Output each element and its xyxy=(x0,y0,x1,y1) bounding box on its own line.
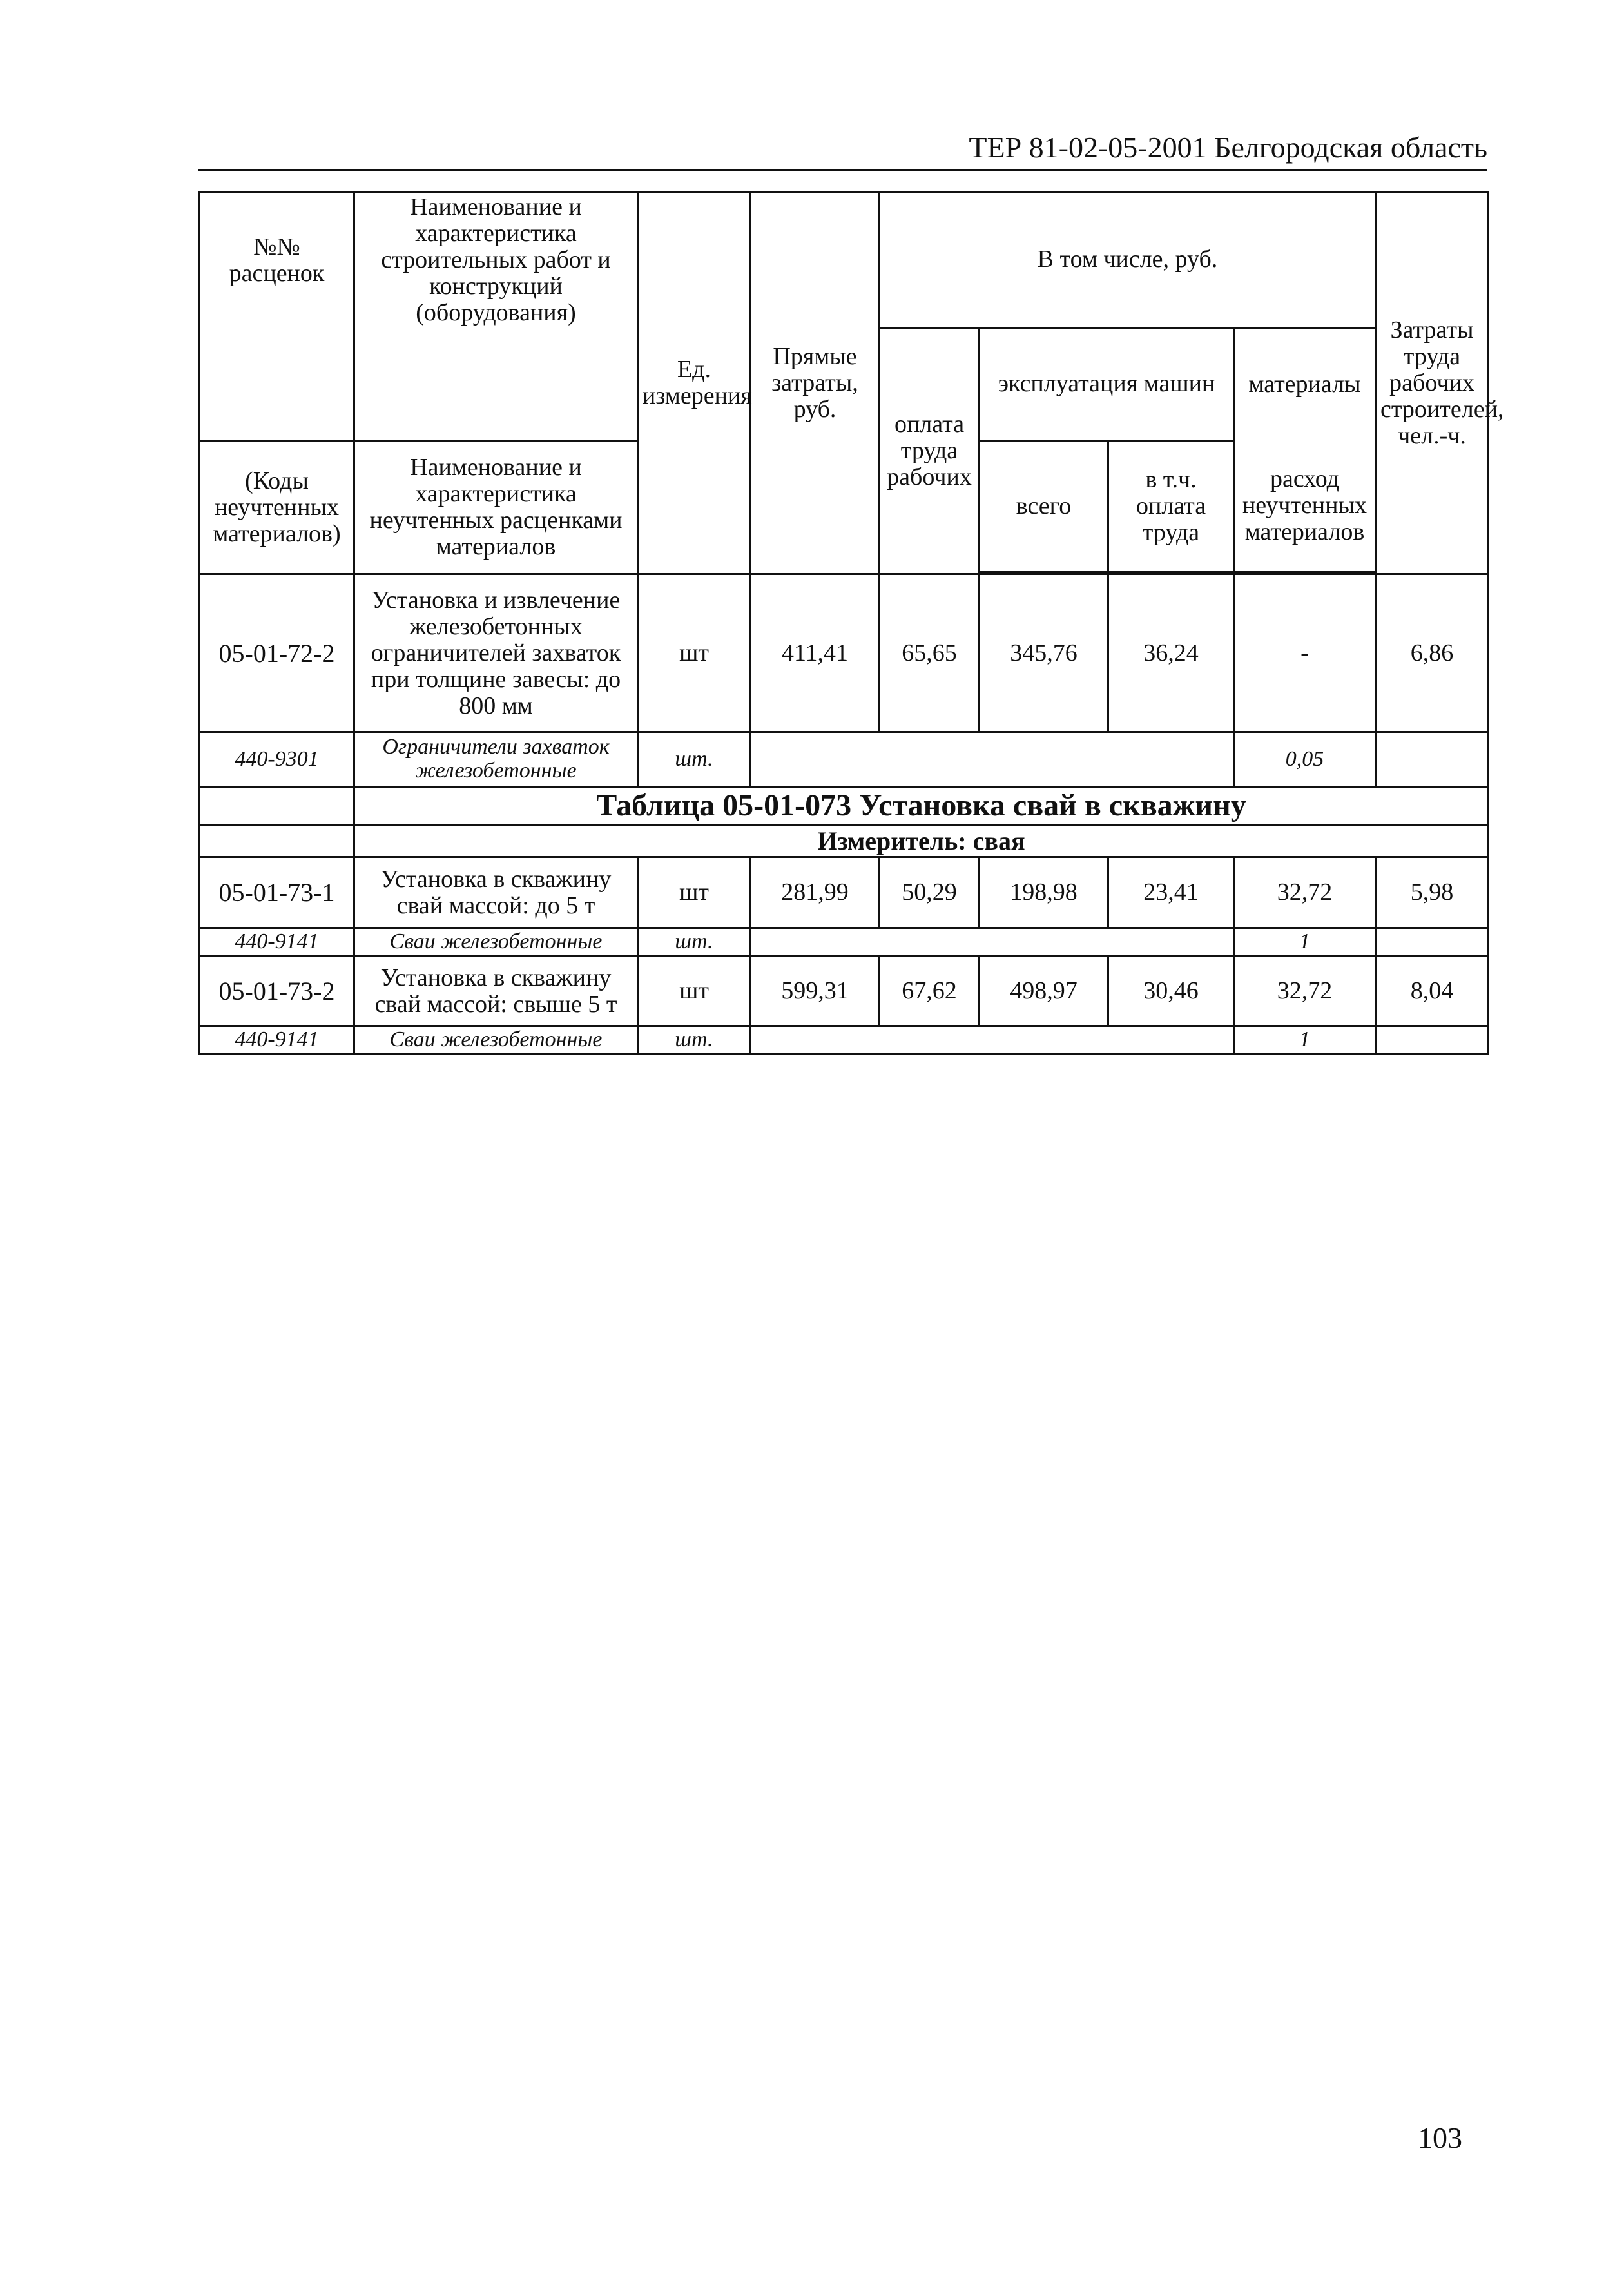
rate-code: 05-01-72-2 xyxy=(200,574,354,732)
running-header: ТЕР 81-02-05-2001 Белгородская область xyxy=(198,126,1487,171)
header-unit: Ед. измерения xyxy=(638,192,751,574)
rate-wages: 50,29 xyxy=(880,857,980,928)
rate-machines: 345,76 xyxy=(980,574,1108,732)
rate-labor: 6,86 xyxy=(1376,574,1489,732)
header-direct: Прямые затраты, руб. xyxy=(751,192,880,574)
header-consumption: расход неучтенных материалов xyxy=(1234,441,1376,572)
rate-code: 05-01-73-2 xyxy=(200,957,354,1026)
rate-machines: 198,98 xyxy=(980,857,1108,928)
header-incl: В том числе, руб. xyxy=(880,192,1376,328)
table-row xyxy=(200,857,1489,928)
section-title: Таблица 05-01-073 Установка свай в скважину xyxy=(354,787,1489,825)
rate-unit: шт xyxy=(638,857,751,928)
material-qty: 0,05 xyxy=(1234,732,1376,787)
rate-name: Установка и извлечение железобетонных ограничителей захваток при толщине завесы: до 800 мм xyxy=(354,574,638,732)
header-name: Наименование и характеристика строительных работ и конструкций (оборудования) xyxy=(354,192,638,328)
material-row xyxy=(200,732,1489,787)
header-machines: эксплуатация машин xyxy=(980,327,1234,441)
rate-direct: 411,41 xyxy=(751,574,880,732)
section-meter-row xyxy=(200,824,1489,857)
rate-wages: 65,65 xyxy=(880,574,980,732)
header-materials: материалы xyxy=(1234,327,1376,441)
header-code: №№ расценок xyxy=(200,192,354,328)
rate-materials: 32,72 xyxy=(1234,857,1376,928)
page-number: 103 xyxy=(1418,2121,1462,2154)
rate-materials: - xyxy=(1234,574,1376,732)
material-row xyxy=(200,1026,1489,1055)
section-meter: Измеритель: свая xyxy=(354,824,1489,857)
header-code-unaccounted: (Коды неучтенных материалов) xyxy=(200,441,354,574)
rate-labor: 8,04 xyxy=(1376,957,1489,1026)
material-code: 440-9141 xyxy=(200,928,354,957)
material-qty: 1 xyxy=(1234,1026,1376,1055)
rate-code: 05-01-73-1 xyxy=(200,857,354,928)
rate-machine-wages: 30,46 xyxy=(1108,957,1234,1026)
rate-labor: 5,98 xyxy=(1376,857,1489,928)
header-machines-wages: в т.ч. оплата труда xyxy=(1108,441,1234,572)
material-name: Сваи железобетонные xyxy=(354,928,638,957)
header-name-unaccounted: Наименование и характеристика неучтенных расценками материалов xyxy=(354,441,638,574)
header-wages: оплата труда рабочих xyxy=(880,327,980,574)
rate-direct: 599,31 xyxy=(751,957,880,1026)
rate-materials: 32,72 xyxy=(1234,957,1376,1026)
material-unit: шт. xyxy=(638,732,751,787)
material-name: Сваи железобетонные xyxy=(354,1026,638,1055)
material-code: 440-9141 xyxy=(200,1026,354,1055)
rate-name: Установка в скважину свай массой: до 5 т xyxy=(354,857,638,928)
material-row xyxy=(200,928,1489,957)
header-row-1 xyxy=(200,192,1489,328)
rate-unit: шт xyxy=(638,957,751,1026)
material-qty: 1 xyxy=(1234,928,1376,957)
rate-direct: 281,99 xyxy=(751,857,880,928)
material-name: Ограничители захваток железобетонные xyxy=(354,732,638,787)
rate-wages: 67,62 xyxy=(880,957,980,1026)
rate-machine-wages: 23,41 xyxy=(1108,857,1234,928)
material-unit: шт. xyxy=(638,928,751,957)
table-row xyxy=(200,957,1489,1026)
rate-machine-wages: 36,24 xyxy=(1108,574,1234,732)
rates-table xyxy=(198,191,1504,1055)
material-unit: шт. xyxy=(638,1026,751,1055)
rate-machines: 498,97 xyxy=(980,957,1108,1026)
header-machines-total: всего xyxy=(980,441,1108,572)
rate-name: Установка в скважину свай массой: свыше 5 т xyxy=(354,957,638,1026)
header-labor: Затраты труда рабочих строителей, чел.-ч. xyxy=(1376,192,1489,574)
section-title-row xyxy=(200,787,1489,825)
table-row xyxy=(200,574,1489,732)
rate-unit: шт xyxy=(638,574,751,732)
material-code: 440-9301 xyxy=(200,732,354,787)
